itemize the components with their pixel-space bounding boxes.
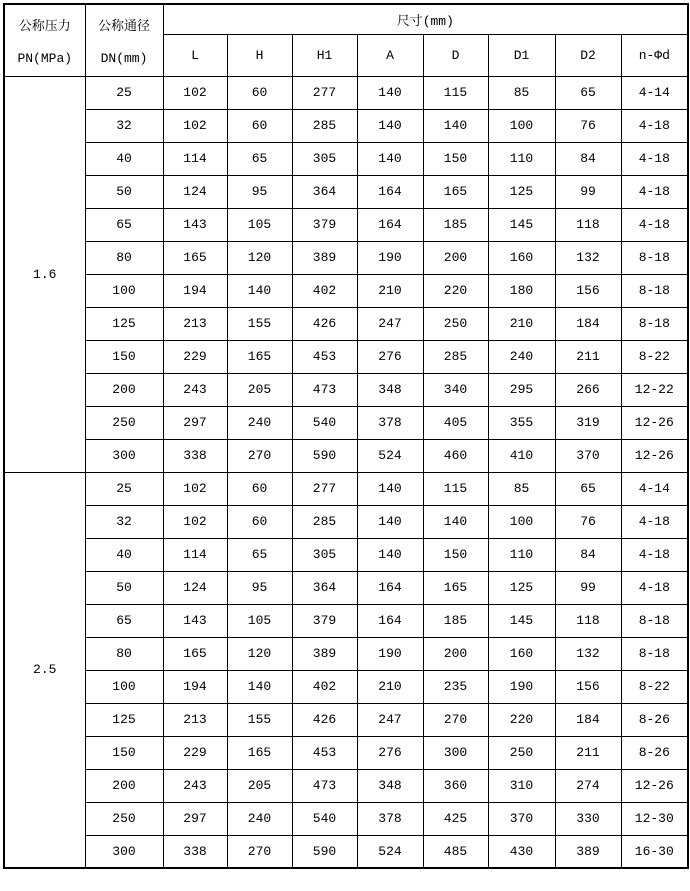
column-header-H1: H1 <box>292 34 357 76</box>
dimension-value-cell: 150 <box>423 142 488 175</box>
dimension-value-cell: 453 <box>292 340 357 373</box>
dimension-value-cell: 99 <box>555 571 621 604</box>
dimension-value-cell: 389 <box>555 835 621 868</box>
dimension-value-cell: 240 <box>227 802 292 835</box>
dimension-value-cell: 8-18 <box>621 637 688 670</box>
dimension-value-cell: 65 <box>555 472 621 505</box>
dimension-value-cell: 4-18 <box>621 175 688 208</box>
column-header-A: A <box>357 34 423 76</box>
dimension-value-cell: 140 <box>357 505 423 538</box>
dimension-value-cell: 270 <box>227 835 292 868</box>
dimension-value-cell: 389 <box>292 241 357 274</box>
dimension-value-cell: 250 <box>488 736 555 769</box>
dimension-value-cell: 200 <box>423 637 488 670</box>
dimension-value-cell: 430 <box>488 835 555 868</box>
table-row <box>4 505 688 538</box>
dimension-value-cell: 285 <box>423 340 488 373</box>
dimension-value-cell: 194 <box>163 274 227 307</box>
dimension-value-cell: 305 <box>292 538 357 571</box>
table-row <box>4 340 688 373</box>
dimension-value-cell: 132 <box>555 241 621 274</box>
dimension-value-cell: 276 <box>357 340 423 373</box>
dn-value-cell: 300 <box>85 439 163 472</box>
dimension-value-cell: 165 <box>227 736 292 769</box>
dn-value-cell: 65 <box>85 604 163 637</box>
dimension-value-cell: 76 <box>555 505 621 538</box>
dn-value-cell: 100 <box>85 670 163 703</box>
dimension-value-cell: 12-22 <box>621 373 688 406</box>
dimension-value-cell: 300 <box>423 736 488 769</box>
table-row <box>4 769 688 802</box>
dimension-value-cell: 590 <box>292 439 357 472</box>
dimension-value-cell: 310 <box>488 769 555 802</box>
dimension-value-cell: 132 <box>555 637 621 670</box>
dn-value-cell: 32 <box>85 505 163 538</box>
dimension-value-cell: 12-26 <box>621 769 688 802</box>
dimension-value-cell: 338 <box>163 835 227 868</box>
dimension-value-cell: 205 <box>227 373 292 406</box>
dimension-value-cell: 145 <box>488 604 555 637</box>
dimension-value-cell: 453 <box>292 736 357 769</box>
dimension-value-cell: 211 <box>555 340 621 373</box>
table-row <box>4 274 688 307</box>
dimension-value-cell: 247 <box>357 703 423 736</box>
dimension-value-cell: 124 <box>163 175 227 208</box>
dimension-value-cell: 156 <box>555 274 621 307</box>
dimension-value-cell: 8-18 <box>621 604 688 637</box>
table-row <box>4 109 688 142</box>
dn-value-cell: 25 <box>85 472 163 505</box>
table-row <box>4 637 688 670</box>
header-row-1 <box>4 4 688 34</box>
dimension-value-cell: 155 <box>227 703 292 736</box>
pressure-header-cell <box>4 4 85 76</box>
dimension-value-cell: 4-14 <box>621 472 688 505</box>
dimension-value-cell: 405 <box>423 406 488 439</box>
dimension-value-cell: 120 <box>227 241 292 274</box>
dimension-value-cell: 102 <box>163 472 227 505</box>
dimension-value-cell: 140 <box>357 142 423 175</box>
dimension-value-cell: 100 <box>488 505 555 538</box>
column-header-D1: D1 <box>488 34 555 76</box>
dimension-value-cell: 330 <box>555 802 621 835</box>
dimension-value-cell: 165 <box>163 637 227 670</box>
table-row <box>4 406 688 439</box>
dimension-value-cell: 319 <box>555 406 621 439</box>
table-header <box>4 4 688 76</box>
dimension-value-cell: 84 <box>555 142 621 175</box>
dimension-value-cell: 84 <box>555 538 621 571</box>
dimension-value-cell: 460 <box>423 439 488 472</box>
dimension-value-cell: 389 <box>292 637 357 670</box>
dimension-value-cell: 266 <box>555 373 621 406</box>
dn-value-cell: 250 <box>85 802 163 835</box>
dimension-value-cell: 140 <box>423 505 488 538</box>
dimension-value-cell: 8-22 <box>621 340 688 373</box>
diameter-unit: DN(mm) <box>100 50 148 66</box>
dimension-value-cell: 8-26 <box>621 703 688 736</box>
dimension-value-cell: 85 <box>488 76 555 109</box>
dimension-value-cell: 140 <box>227 670 292 703</box>
dimension-value-cell: 379 <box>292 208 357 241</box>
dimension-value-cell: 402 <box>292 670 357 703</box>
column-header-n-phi-d: n-Φd <box>621 34 688 76</box>
table-row <box>4 571 688 604</box>
dimension-value-cell: 277 <box>292 76 357 109</box>
dimension-value-cell: 114 <box>163 538 227 571</box>
dimension-value-cell: 164 <box>357 208 423 241</box>
dimension-value-cell: 160 <box>488 637 555 670</box>
dimension-value-cell: 8-18 <box>621 241 688 274</box>
table-row <box>4 307 688 340</box>
dimension-value-cell: 165 <box>227 340 292 373</box>
dimension-value-cell: 250 <box>423 307 488 340</box>
dimension-value-cell: 378 <box>357 406 423 439</box>
dimension-value-cell: 540 <box>292 802 357 835</box>
pn-value-cell: 2.5 <box>4 472 85 868</box>
dn-value-cell: 100 <box>85 274 163 307</box>
dimension-value-cell: 185 <box>423 208 488 241</box>
dimension-value-cell: 4-18 <box>621 208 688 241</box>
dimension-value-cell: 402 <box>292 274 357 307</box>
dimension-value-cell: 243 <box>163 373 227 406</box>
dimension-value-cell: 426 <box>292 703 357 736</box>
dn-value-cell: 25 <box>85 76 163 109</box>
dimension-value-cell: 180 <box>488 274 555 307</box>
dimension-value-cell: 105 <box>227 604 292 637</box>
valve-dimension-table <box>3 3 689 869</box>
table-row <box>4 472 688 505</box>
dimension-value-cell: 12-26 <box>621 406 688 439</box>
column-header-H: H <box>227 34 292 76</box>
dimension-value-cell: 297 <box>163 406 227 439</box>
dimension-value-cell: 240 <box>227 406 292 439</box>
dimension-value-cell: 211 <box>555 736 621 769</box>
dimension-value-cell: 426 <box>292 307 357 340</box>
dimension-value-cell: 16-30 <box>621 835 688 868</box>
dimension-value-cell: 378 <box>357 802 423 835</box>
dimension-value-cell: 4-18 <box>621 142 688 175</box>
dimension-value-cell: 8-22 <box>621 670 688 703</box>
dimension-value-cell: 100 <box>488 109 555 142</box>
dn-value-cell: 50 <box>85 571 163 604</box>
dimension-value-cell: 4-18 <box>621 505 688 538</box>
table-row <box>4 175 688 208</box>
dimension-value-cell: 140 <box>357 472 423 505</box>
column-header-D: D <box>423 34 488 76</box>
dimension-value-cell: 190 <box>488 670 555 703</box>
dimension-value-cell: 364 <box>292 571 357 604</box>
dimension-value-cell: 165 <box>423 571 488 604</box>
dimension-value-cell: 65 <box>227 538 292 571</box>
dimension-value-cell: 379 <box>292 604 357 637</box>
dimension-value-cell: 305 <box>292 142 357 175</box>
dimension-value-cell: 124 <box>163 571 227 604</box>
dimension-value-cell: 102 <box>163 76 227 109</box>
dimension-value-cell: 143 <box>163 604 227 637</box>
dn-value-cell: 50 <box>85 175 163 208</box>
table-row <box>4 538 688 571</box>
dimension-value-cell: 12-26 <box>621 439 688 472</box>
dimension-value-cell: 297 <box>163 802 227 835</box>
dimension-value-cell: 118 <box>555 208 621 241</box>
dn-value-cell: 200 <box>85 769 163 802</box>
dimension-value-cell: 65 <box>555 76 621 109</box>
dn-value-cell: 125 <box>85 307 163 340</box>
dimension-value-cell: 473 <box>292 373 357 406</box>
dn-value-cell: 125 <box>85 703 163 736</box>
dimension-value-cell: 355 <box>488 406 555 439</box>
table-row <box>4 241 688 274</box>
column-header-D2: D2 <box>555 34 621 76</box>
table-row <box>4 76 688 109</box>
dimension-value-cell: 164 <box>357 571 423 604</box>
dimension-value-cell: 164 <box>357 175 423 208</box>
table-row <box>4 142 688 175</box>
dimension-value-cell: 210 <box>357 274 423 307</box>
dimension-value-cell: 243 <box>163 769 227 802</box>
dimension-value-cell: 145 <box>488 208 555 241</box>
dimension-value-cell: 125 <box>488 571 555 604</box>
dimension-value-cell: 220 <box>423 274 488 307</box>
dimension-value-cell: 125 <box>488 175 555 208</box>
dimension-value-cell: 348 <box>357 373 423 406</box>
dimension-value-cell: 247 <box>357 307 423 340</box>
diameter-title: 公称通径 <box>97 18 150 34</box>
dn-value-cell: 250 <box>85 406 163 439</box>
dimension-value-cell: 205 <box>227 769 292 802</box>
dimension-value-cell: 295 <box>488 373 555 406</box>
dimension-value-cell: 140 <box>357 76 423 109</box>
dimension-value-cell: 184 <box>555 307 621 340</box>
dimension-value-cell: 364 <box>292 175 357 208</box>
dimension-value-cell: 240 <box>488 340 555 373</box>
pressure-unit: PN(MPa) <box>17 50 73 66</box>
table-row <box>4 604 688 637</box>
dimension-value-cell: 8-18 <box>621 274 688 307</box>
dimension-value-cell: 425 <box>423 802 488 835</box>
dimension-value-cell: 140 <box>357 538 423 571</box>
dimension-value-cell: 99 <box>555 175 621 208</box>
dimension-value-cell: 118 <box>555 604 621 637</box>
dimension-value-cell: 95 <box>227 175 292 208</box>
dimension-value-cell: 540 <box>292 406 357 439</box>
dn-value-cell: 40 <box>85 142 163 175</box>
table-row <box>4 736 688 769</box>
dimension-value-cell: 4-18 <box>621 538 688 571</box>
dimension-value-cell: 140 <box>357 109 423 142</box>
dimension-value-cell: 60 <box>227 505 292 538</box>
dimension-value-cell: 524 <box>357 835 423 868</box>
dimension-value-cell: 110 <box>488 142 555 175</box>
dn-value-cell: 65 <box>85 208 163 241</box>
dn-value-cell: 32 <box>85 109 163 142</box>
dimension-value-cell: 115 <box>423 472 488 505</box>
dimension-value-cell: 85 <box>488 472 555 505</box>
table-row <box>4 802 688 835</box>
dimension-value-cell: 12-30 <box>621 802 688 835</box>
dimension-value-cell: 102 <box>163 505 227 538</box>
dimension-value-cell: 370 <box>555 439 621 472</box>
dimension-value-cell: 143 <box>163 208 227 241</box>
dimension-value-cell: 8-26 <box>621 736 688 769</box>
dimension-value-cell: 285 <box>292 109 357 142</box>
dimension-value-cell: 220 <box>488 703 555 736</box>
dimension-value-cell: 60 <box>227 109 292 142</box>
dimension-value-cell: 194 <box>163 670 227 703</box>
dimension-value-cell: 276 <box>357 736 423 769</box>
dn-value-cell: 80 <box>85 637 163 670</box>
dimension-value-cell: 410 <box>488 439 555 472</box>
dimension-value-cell: 235 <box>423 670 488 703</box>
dimension-value-cell: 156 <box>555 670 621 703</box>
dimension-value-cell: 120 <box>227 637 292 670</box>
table-row <box>4 208 688 241</box>
dimension-value-cell: 184 <box>555 703 621 736</box>
dimension-value-cell: 229 <box>163 736 227 769</box>
dn-value-cell: 150 <box>85 736 163 769</box>
table-row <box>4 670 688 703</box>
dimension-value-cell: 165 <box>163 241 227 274</box>
dimension-value-cell: 4-18 <box>621 571 688 604</box>
dimension-value-cell: 140 <box>423 109 488 142</box>
dimension-value-cell: 524 <box>357 439 423 472</box>
dimension-value-cell: 210 <box>357 670 423 703</box>
dimension-value-cell: 200 <box>423 241 488 274</box>
dimension-value-cell: 164 <box>357 604 423 637</box>
table-row <box>4 373 688 406</box>
dimension-value-cell: 114 <box>163 142 227 175</box>
dimension-value-cell: 485 <box>423 835 488 868</box>
table-row <box>4 835 688 868</box>
dimension-value-cell: 360 <box>423 769 488 802</box>
dimension-value-cell: 270 <box>227 439 292 472</box>
table-row <box>4 703 688 736</box>
dimension-value-cell: 165 <box>423 175 488 208</box>
dimension-value-cell: 8-18 <box>621 307 688 340</box>
dimension-value-cell: 102 <box>163 109 227 142</box>
dimension-value-cell: 185 <box>423 604 488 637</box>
table-row <box>4 439 688 472</box>
dimension-value-cell: 115 <box>423 76 488 109</box>
dimension-value-cell: 160 <box>488 241 555 274</box>
dimension-value-cell: 340 <box>423 373 488 406</box>
table-body <box>4 76 688 868</box>
dimension-value-cell: 65 <box>227 142 292 175</box>
dn-value-cell: 80 <box>85 241 163 274</box>
dn-value-cell: 200 <box>85 373 163 406</box>
dimension-value-cell: 213 <box>163 703 227 736</box>
dimension-value-cell: 190 <box>357 241 423 274</box>
dimension-value-cell: 150 <box>423 538 488 571</box>
dimension-value-cell: 370 <box>488 802 555 835</box>
dimension-value-cell: 590 <box>292 835 357 868</box>
dimension-value-cell: 229 <box>163 340 227 373</box>
dn-value-cell: 300 <box>85 835 163 868</box>
diameter-header-cell <box>85 4 163 76</box>
dimension-value-cell: 274 <box>555 769 621 802</box>
dimension-value-cell: 95 <box>227 571 292 604</box>
pressure-title: 公称压力 <box>18 18 71 34</box>
dimension-value-cell: 110 <box>488 538 555 571</box>
column-header-L: L <box>163 34 227 76</box>
dimension-value-cell: 277 <box>292 472 357 505</box>
dimension-value-cell: 76 <box>555 109 621 142</box>
dimension-value-cell: 213 <box>163 307 227 340</box>
dimension-value-cell: 348 <box>357 769 423 802</box>
dimension-value-cell: 60 <box>227 472 292 505</box>
dimension-value-cell: 190 <box>357 637 423 670</box>
dimension-value-cell: 4-18 <box>621 109 688 142</box>
dimension-value-cell: 338 <box>163 439 227 472</box>
dimension-value-cell: 4-14 <box>621 76 688 109</box>
dimension-value-cell: 285 <box>292 505 357 538</box>
dimension-value-cell: 210 <box>488 307 555 340</box>
size-header-cell: 尺寸(mm) <box>163 4 688 34</box>
dimension-value-cell: 140 <box>227 274 292 307</box>
dn-value-cell: 150 <box>85 340 163 373</box>
dimension-value-cell: 105 <box>227 208 292 241</box>
dn-value-cell: 40 <box>85 538 163 571</box>
dimension-value-cell: 60 <box>227 76 292 109</box>
pn-value-cell: 1.6 <box>4 76 85 472</box>
dimension-value-cell: 155 <box>227 307 292 340</box>
dimension-value-cell: 270 <box>423 703 488 736</box>
dimension-value-cell: 473 <box>292 769 357 802</box>
